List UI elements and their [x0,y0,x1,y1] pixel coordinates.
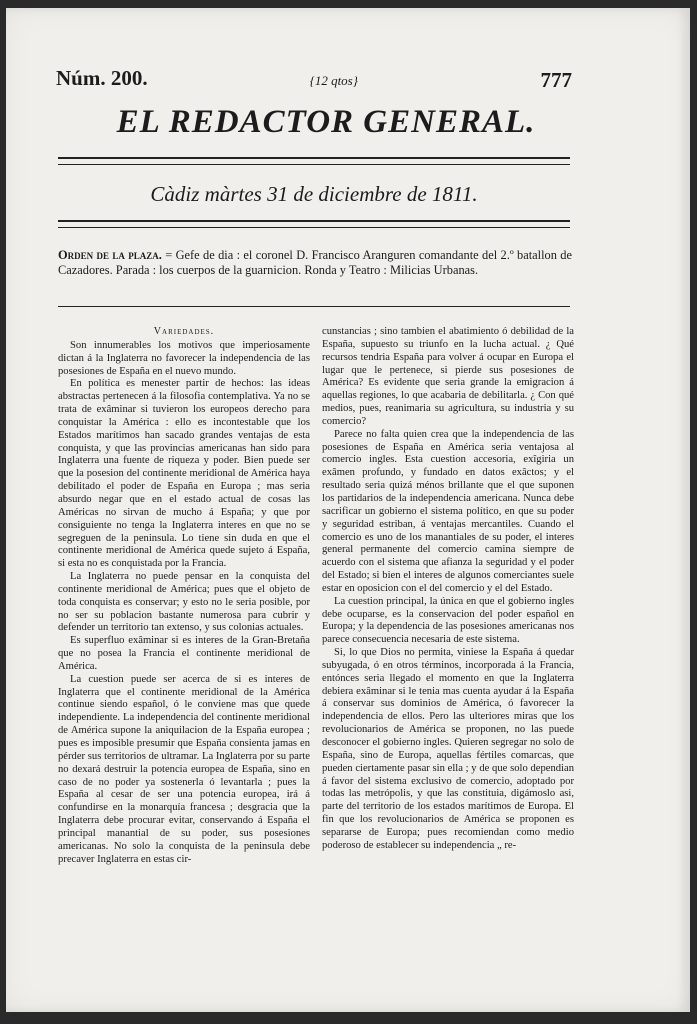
orden-text: Gefe de dia : el coronel D. Francisco Aranguren comandante del 2.º batallon de Cazadores. Parada : los cuerpos de la guarnicion. Ronda y Teatro : Milicias Urbanas. [58,248,573,277]
page-number: 777 [540,68,572,92]
dateline: Càdiz màrtes 31 de diciembre de 1811. [150,182,478,206]
orden-de-la-plaza [58,248,572,278]
article-paragraph: cunstancias ; sino tambien el abatimiento ó debilidad de la España, supuesto su triunfo en la lucha actual. ¿ Qué recursos tendria España para volver á ocupar en Europa el lugar que le pertenece, si pierde sus posesiones de América? Es evidente que seria grande la emigracion á aquellas regiones, lo que acabaria de debilitarla. ¿ Con qué medios, pues, reanimaria su agricultura, su industria y su comercio? [322,326,574,427]
article-paragraph: Parece no falta quien crea que la independencia de las posesiones de España en América seria ventajosa al comercio ingles. Esta cuestion accesoria, exîgiria un exâmen profundo, y fundado en datos exâctos; y el resultado seria quizá ménos brillante que el que suponen los partidarios de la independencia americana. Nunca debe sacrificar un gobierno el sistema político, en que su poder y seguridad estriban, á ventajas mercantiles. Cuando el comercio es uno de los manantiales de su poder, el interes general permanente del comercio camina siempre de acuerdo con el sistema que afianza la seguridad y el poder del Estado; si bien el interes de algunos comerciantes suele estar en oposicion con el del comercio y el del Estado. [322,428,574,594]
article-paragraph: La cuestion principal, la única en que el gobierno ingles debe ocuparse, es la conservacion del poder español en Europa; y la dependencia de las posesiones americanas nos parece consecuencia necesaria de este sistema. [322,595,574,646]
section-rule [58,306,570,307]
masthead-title: EL REDACTOR GENERAL. [116,104,536,140]
article-paragraph: Son innumerables los motivos que imperiosamente dictan á la Inglaterra no favorecer la independencia de las posesiones de España en el nuevo mundo. [58,339,310,377]
article-column-right [322,326,574,853]
dateline-rule [58,220,570,222]
newspaper-page [6,8,690,1012]
section-title: Variedades. [153,326,215,337]
article-paragraph: Es superfluo exâminar si es interes de la Gran-Bretaña que no posea la Francia el continente meridional de América. [58,635,310,672]
article-paragraph: La Inglaterra no puede pensar en la conquista del continente meridional de América; pues que el objeto de toda conquista es conservar; y esto no le seria posible, por no ser su poblacion bastante numerosa para cubrir y defender un territorio tan extenso, y sus colonias actuales. [58,571,310,634]
issue-number: Núm. 200. [56,66,148,90]
dateline-rule-thin [58,227,570,228]
article-paragraph: La cuestion puede ser acerca de si es interes de Inglaterra que el continente meridional de la América continue siendo español, ó le conviene mas que quede independiente. La independencia del continente meridional de América supone la aniquilacion de la España europea ; pues es imposible presumir que España consienta jamas en pérder sus territorios de ultramar. La Inglaterra por su parte no dexará destruir la potencia europea de España, sino en caso de no poder ya sostenerla ó levantarla ; pues la España al cesar de ser una potencia europea, irá á confundirse en la monarquía francesa ; desgracia que la Inglaterra debe procurar evitar, conservando á España el principal manantial de su poder, sus posesiones americanas. No solo la conquista de la peninsula debe precaver Inglaterra en estas cir- [58,673,310,865]
masthead-rule-thin [58,164,570,165]
issue-price: {12 qtos} [309,73,358,88]
masthead-rule [58,157,570,159]
issue-header [56,66,580,91]
article-paragraph: Si, lo que Dios no permita, viniese la España á quedar subyugada, ó en otros términos, incorporada á la Francia, entónces seria llegado el momento en que la Inglaterra debiera exâminar si le tenia mas cuenta ayudar á la España á conservar sus dominios de América, ó favorecer la independencia de ellos. Pero las ulteriores miras que los revolucionarios de América se proponen, no las puede desconocer el gobierno ingles. Quieren segregar no solo de España, sino de Europa, aquellas fértiles comarcas, que pueden ciertamente pasar sin ella ; y de que solo dependian á favor del sistema exclusivo de comercio, adoptado por todas las metrópolis, y que las constituia, digámoslo asi, parte del territorio de los estados marítimos de Europa. El fin que los revolucionarios de América se proponen es separarse de Europa; pues recomiendan como medio poderoso de establecer su independencia „ re- [322,647,574,851]
article-column-left [58,326,310,866]
article-paragraph: En política es menester partir de hechos: las ideas abstractas pertenecen á la filosofia contemplativa. Ya no se trata de exâminar si tuvieron los europeos derecho para conquistar la América : ello es incontestable que los Estados marítimos han sacado grandes ventajas de esta conquista, y que las provincias americanas han sido para Inglaterra una fuente de riqueza y poder. Bien puede ser que la posesion del continente meridional de América haya debilitado el poder de España en Europa ; mas seria absurdo negar que en el estado actual de cosas las Américas no sirvan de mucho á España; y que por consiguiente no tenga la Inglaterra interes en que no se segreguen de la peninsula. Lo tiene sin duda en que el continente meridional de América quede sujeto á España, si esta no es conquistada por la Francia. [58,378,310,570]
orden-separator: = [165,248,173,262]
orden-label: Orden de la plaza. [58,248,162,262]
